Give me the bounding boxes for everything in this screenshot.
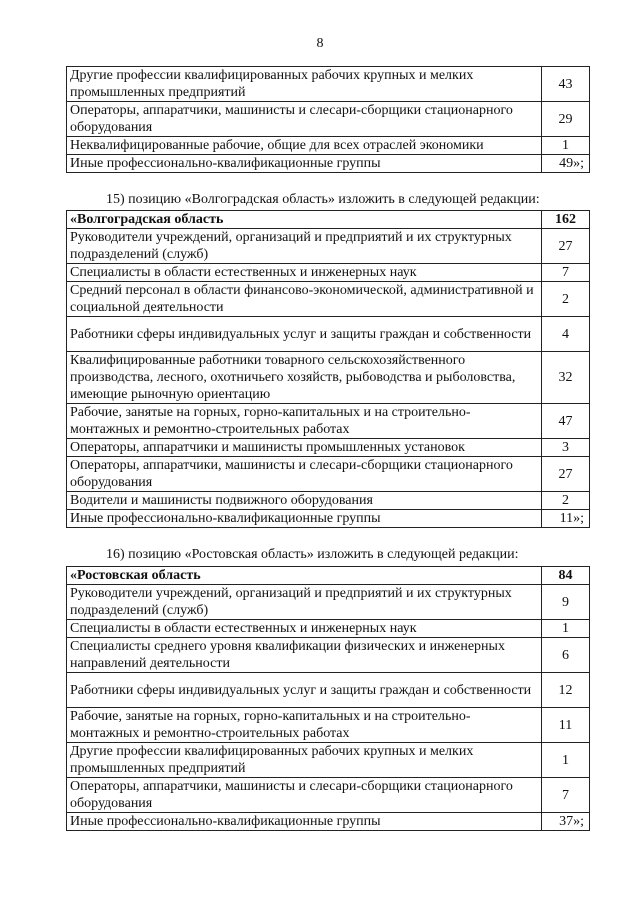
region-total: 162 [542, 211, 590, 229]
row-label: Водители и машинисты подвижного оборудования [67, 492, 542, 510]
row-label: Специалисты среднего уровня квалификации физических и инженерных направлений деятельности [67, 638, 542, 673]
row-label: Рабочие, занятые на горных, горно-капитальных и на строительно-монтажных и ремонтно-строительных работах [67, 404, 542, 439]
table-row [67, 510, 590, 528]
page-number: 8 [316, 36, 324, 51]
table-row [67, 585, 590, 620]
table-row [67, 457, 590, 492]
row-value: 37»; [542, 813, 590, 831]
row-value: 9 [542, 585, 590, 620]
row-value: 43 [542, 67, 590, 102]
row-label: Операторы, аппаратчики, машинисты и слесари-сборщики стационарного оборудования [67, 778, 542, 813]
table-rostov [66, 566, 590, 831]
table-row [67, 264, 590, 282]
table-row [67, 282, 590, 317]
table-row [67, 155, 590, 173]
table-row [67, 67, 590, 102]
row-label: Специалисты в области естественных и инженерных наук [67, 620, 542, 638]
table-row [67, 813, 590, 831]
table-row [67, 673, 590, 708]
table-header-row [67, 211, 590, 229]
row-label: Работники сферы индивидуальных услуг и защиты граждан и собственности [67, 317, 542, 352]
table-header-row [67, 567, 590, 585]
row-value: 2 [542, 492, 590, 510]
row-value: 29 [542, 102, 590, 137]
region-total: 84 [542, 567, 590, 585]
row-value: 47 [542, 404, 590, 439]
row-value: 4 [542, 317, 590, 352]
table-row [67, 137, 590, 155]
table-volgograd [66, 210, 590, 528]
row-value: 1 [542, 137, 590, 155]
row-value: 11 [542, 708, 590, 743]
row-label: Операторы, аппаратчики, машинисты и слесари-сборщики стационарного оборудования [67, 457, 542, 492]
row-value: 12 [542, 673, 590, 708]
row-label: Операторы, аппаратчики и машинисты промышленных установок [67, 439, 542, 457]
row-value: 7 [542, 778, 590, 813]
row-value: 1 [542, 743, 590, 778]
region-name: «Ростовская область [67, 567, 542, 585]
row-label: Специалисты в области естественных и инженерных наук [67, 264, 542, 282]
table-row [67, 102, 590, 137]
region-name: «Волгоградская область [67, 211, 542, 229]
row-label: Операторы, аппаратчики, машинисты и слесари-сборщики стационарного оборудования [67, 102, 542, 137]
table-row [67, 492, 590, 510]
table-row [67, 708, 590, 743]
section-16-intro: 16) позицию «Ростовская область» изложить в следующей редакции: [106, 547, 519, 562]
row-value: 27 [542, 457, 590, 492]
row-label: Руководители учреждений, организаций и предприятий и их структурных подразделений (служб) [67, 229, 542, 264]
table-row [67, 638, 590, 673]
row-value: 3 [542, 439, 590, 457]
row-label: Работники сферы индивидуальных услуг и защиты граждан и собственности [67, 673, 542, 708]
row-value: 2 [542, 282, 590, 317]
row-label: Руководители учреждений, организаций и предприятий и их структурных подразделений (служб) [67, 585, 542, 620]
table-row [67, 620, 590, 638]
row-label: Другие профессии квалифицированных рабочих крупных и мелких промышленных предприятий [67, 67, 542, 102]
table-row [67, 404, 590, 439]
row-label: Рабочие, занятые на горных, горно-капитальных и на строительно-монтажных и ремонтно-строительных работах [67, 708, 542, 743]
row-label: Неквалифицированные рабочие, общие для всех отраслей экономики [67, 137, 542, 155]
row-label: Другие профессии квалифицированных рабочих крупных и мелких промышленных предприятий [67, 743, 542, 778]
row-value: 11»; [542, 510, 590, 528]
table-row [67, 229, 590, 264]
table-row [67, 778, 590, 813]
row-value: 7 [542, 264, 590, 282]
row-label: Иные профессионально-квалификационные группы [67, 155, 542, 173]
row-label: Иные профессионально-квалификационные группы [67, 813, 542, 831]
section-15-intro: 15) позицию «Волгоградская область» изложить в следующей редакции: [106, 192, 540, 207]
row-label: Средний персонал в области финансово-экономической, административной и социальной деятельности [67, 282, 542, 317]
row-value: 27 [542, 229, 590, 264]
row-value: 32 [542, 352, 590, 404]
row-value: 6 [542, 638, 590, 673]
row-value: 1 [542, 620, 590, 638]
row-label: Квалифицированные работники товарного сельскохозяйственного производства, лесного, охотничьего хозяйств, рыбоводства и рыболовства, имеющие рыночную ориентацию [67, 352, 542, 404]
table-row [67, 317, 590, 352]
row-value: 49»; [542, 155, 590, 173]
table-row [67, 743, 590, 778]
row-label: Иные профессионально-квалификационные группы [67, 510, 542, 528]
table-continuation [66, 66, 590, 173]
table-row [67, 352, 590, 404]
table-row [67, 439, 590, 457]
